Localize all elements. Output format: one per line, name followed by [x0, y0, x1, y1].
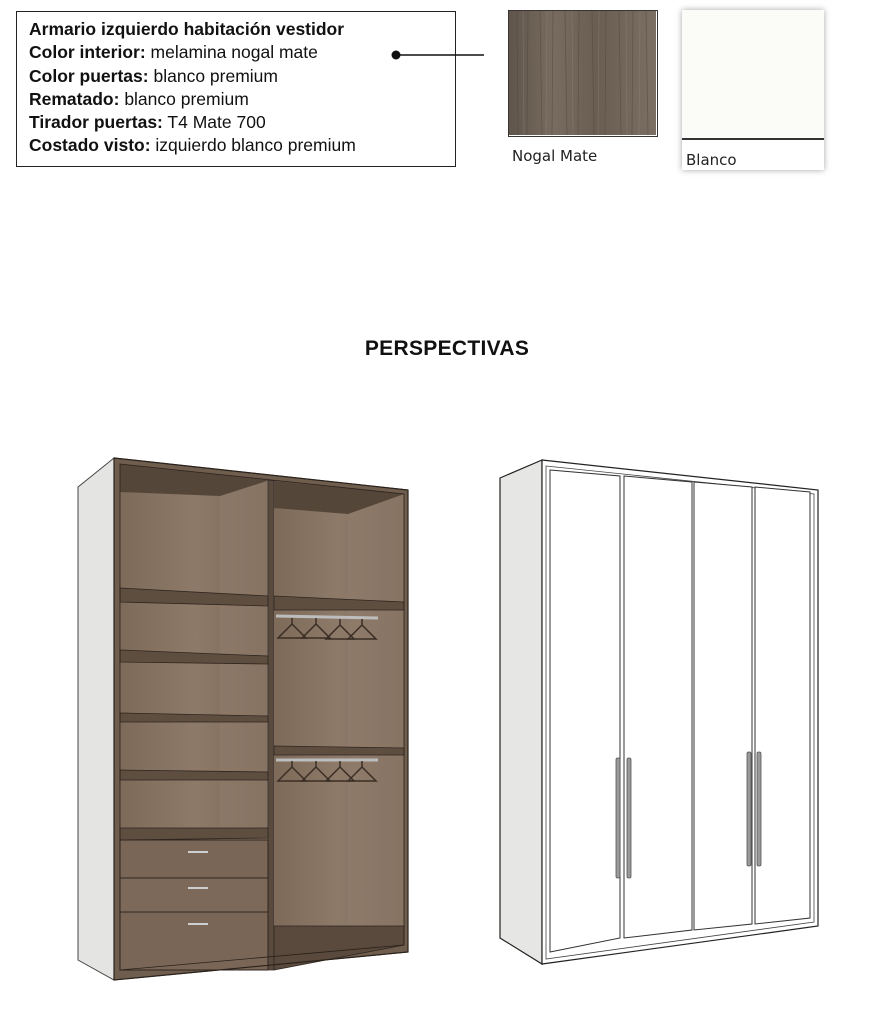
- swatch-label-nogal: Nogal Mate: [512, 147, 598, 165]
- wardrobe-open-drawing: [70, 450, 420, 990]
- swatch-label-blanco: Blanco: [686, 151, 737, 169]
- section-title: PERSPECTIVAS: [364, 337, 530, 360]
- swatch-blanco: [682, 10, 824, 170]
- wardrobe-closed-drawing: [496, 456, 826, 971]
- spec-row-costado: Costado visto: izquierdo blanco premium: [29, 135, 356, 156]
- spec-row-interior: Color interior: melamina nogal mate: [29, 42, 318, 63]
- doors: [550, 470, 810, 952]
- spec-row-rematado: Rematado: blanco premium: [29, 88, 249, 109]
- spec-title: Armario izquierdo habitación vestidor: [29, 19, 345, 39]
- wood-grain-texture: [509, 11, 656, 135]
- spec-row-puertas: Color puertas: blanco premium: [29, 65, 278, 86]
- spec-row-tirador: Tirador puertas: T4 Mate 700: [29, 112, 266, 133]
- swatch-blanco-fill: [682, 10, 824, 140]
- swatch-nogal-mate: [508, 10, 658, 137]
